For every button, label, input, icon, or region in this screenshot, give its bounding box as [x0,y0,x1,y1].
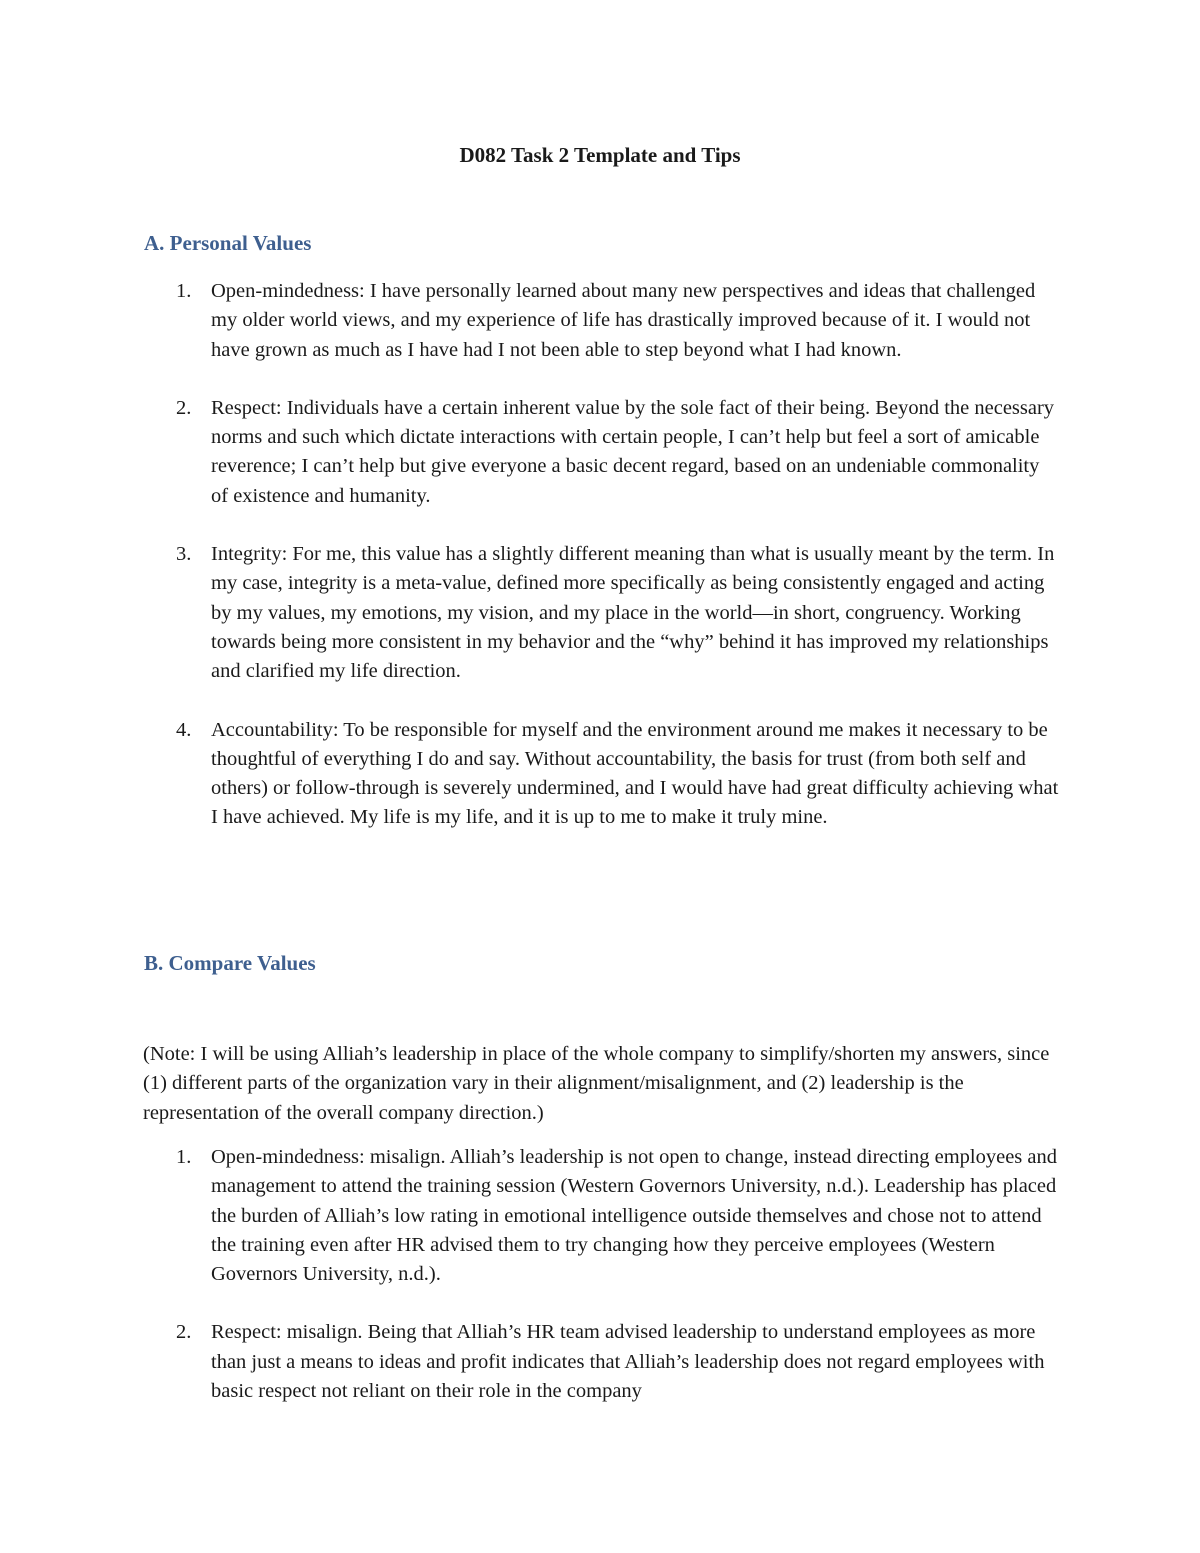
compare-values-list [0,1143,1200,1435]
list-item-text: Respect: misalign. Being that Alliah’s HR team advised leadership to understand employees as more than just a means to ideas and profit indicates that Alliah’s leadership does not regard employees with basic respect not reliant on their role in the company [211,1321,1045,1403]
list-item-number: 4. [176,718,192,741]
list-item [0,1143,1200,1289]
section-b-heading: B. Compare Values [144,951,316,975]
list-item-number: 2. [176,396,192,419]
list-item-number: 2. [176,1321,192,1344]
list-item-text: Open-mindedness: I have personally learned about many new perspectives and ideas that challenged my older world views, and my experience of life has drastically improved because of it. I would not have grown as much as I have had I not been able to step beyond what I had known. [211,280,1036,361]
list-item-text: Integrity: For me, this value has a slightly different meaning than what is usually meant by the term. In my case, integrity is a meta-value, defined more specifically as being consistently engaged and acting by my values, my emotions, my vision, and my place in the world—in short, congruency. Working towards being more consistent in my behavior and the “why” behind it has improved my relationships and clarified my life direction. [211,543,1055,683]
list-item [0,1318,1200,1406]
section-a-heading: A. Personal Values [144,231,312,255]
document-title: D082 Task 2 Template and Tips [459,143,741,167]
list-item-number: 3. [176,543,192,566]
list-item-number: 1. [176,280,192,302]
personal-values-list [0,277,1200,862]
section-b-note: (Note: I will be using Alliah’s leadership in place of the whole company to simplify/shorten my answers, since (1) different parts of the organization vary in their alignment/misalignment, and (2) leadership is the representation of the overall company direction.) [143,1043,1050,1124]
list-item [0,394,1200,511]
list-item-text: Accountability: To be responsible for myself and the environment around me makes it necessary to be thoughtful of everything I do and say. Without accountability, the basis for trust (from both self and others) or follow-through is severely undermined, and I would have had great difficulty achieving what I have achieved. My life is my life, and it is up to me to make it truly mine. [211,718,1059,829]
list-item [0,716,1200,833]
list-item-number: 1. [176,1146,192,1168]
list-item-text: Open-mindedness: misalign. Alliah’s leadership is not open to change, instead directing employees and management to attend the training session (Western Governors University, n.d.). Leadership has placed the burden of Alliah’s low rating in emotional intelligence outside themselves and chose not to attend the training even after HR advised them to try changing how they perceive employees (Western Governors University, n.d.). [211,1146,1058,1286]
list-item-text: Respect: Individuals have a certain inherent value by the sole fact of their being. Beyond the necessary norms and such which dictate interactions with certain people, I can’t help but feel a sort of amicable reverence; I can’t help but give everyone a basic decent regard, based on an undeniable commonality of existence and humanity. [211,396,1055,507]
list-item [0,277,1200,365]
list-item [0,540,1200,686]
